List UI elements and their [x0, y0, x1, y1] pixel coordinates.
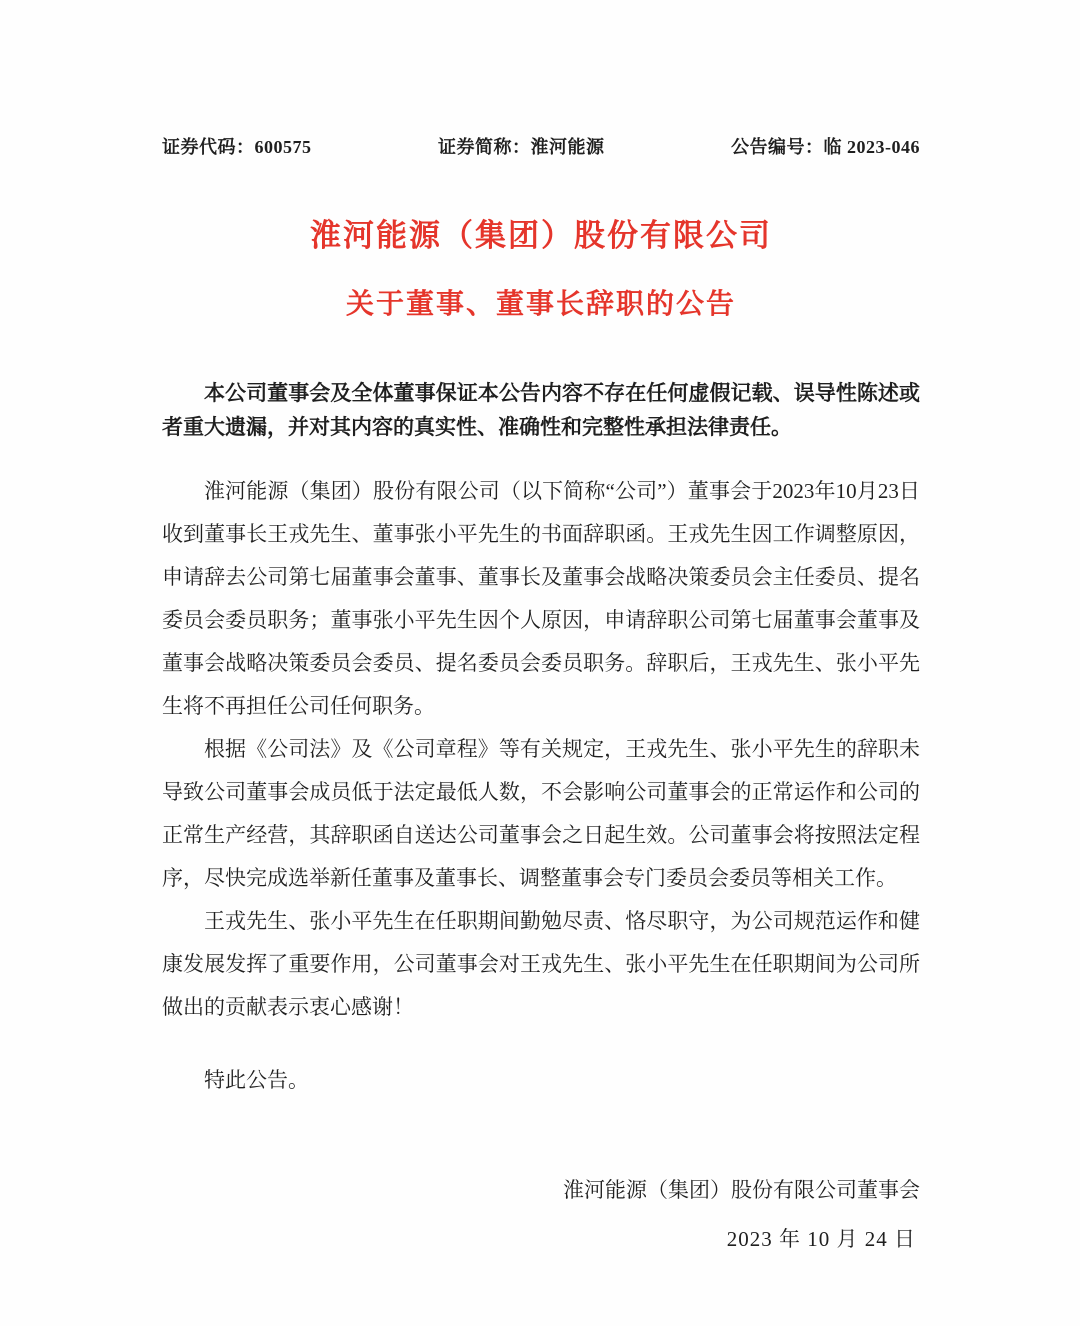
body-paragraph-1: 淮河能源（集团）股份有限公司（以下简称“公司”）董事会于2023年10月23日收到董事长王戎先生、董事张小平先生的书面辞职函。王戎先生因工作调整原因，申请辞去公司第七届董事会董事、董事长及董事会战略决策委员会主任委员、提名委员会委员职务；董事张小平先生因个人原因，申请辞职公司第七届董事会董事及董事会战略决策委员会委员、提名委员会委员职务。辞职后，王戎先生、张小平先生将不再担任公司任何职务。 [162, 479, 920, 718]
signature-company: 淮河能源（集团）股份有限公司董事会 [563, 1178, 920, 1202]
signature-block [162, 1166, 920, 1264]
announcement-title: 关于董事、董事长辞职的公告 [345, 288, 736, 319]
announcement-number: 公告编号：临 2023-046 [731, 137, 920, 157]
stock-code: 证券代码：600575 [162, 137, 312, 157]
stock-name: 证券简称：淮河能源 [438, 137, 605, 157]
body-paragraph-2: 根据《公司法》及《公司章程》等有关规定，王戎先生、张小平先生的辞职未导致公司董事会成员低于法定最低人数，不会影响公司董事会的正常运作和公司的正常生产经营，其辞职函自送达公司董事会之日起生效。公司董事会将按照法定程序，尽快完成选举新任董事及董事长、调整董事会专门委员会委员等相关工作。 [162, 737, 920, 890]
declaration-paragraph: 本公司董事会及全体董事保证本公告内容不存在任何虚假记载、误导性陈述或者重大遗漏，并对其内容的真实性、准确性和完整性承担法律责任。 [162, 381, 920, 439]
closing-paragraph: 特此公告。 [204, 1068, 309, 1092]
securities-header-row [162, 0, 920, 159]
signature-date: 2023 年 10 月 24 日 [726, 1227, 916, 1251]
body-paragraph-3: 王戎先生、张小平先生在任职期间勤勉尽责、恪尽职守，为公司规范运作和健康发展发挥了重要作用，公司董事会对王戎先生、张小平先生在任职期间为公司所做出的贡献表示衷心感谢！ [162, 909, 920, 1019]
company-title: 淮河能源（集团）股份有限公司 [310, 218, 772, 253]
